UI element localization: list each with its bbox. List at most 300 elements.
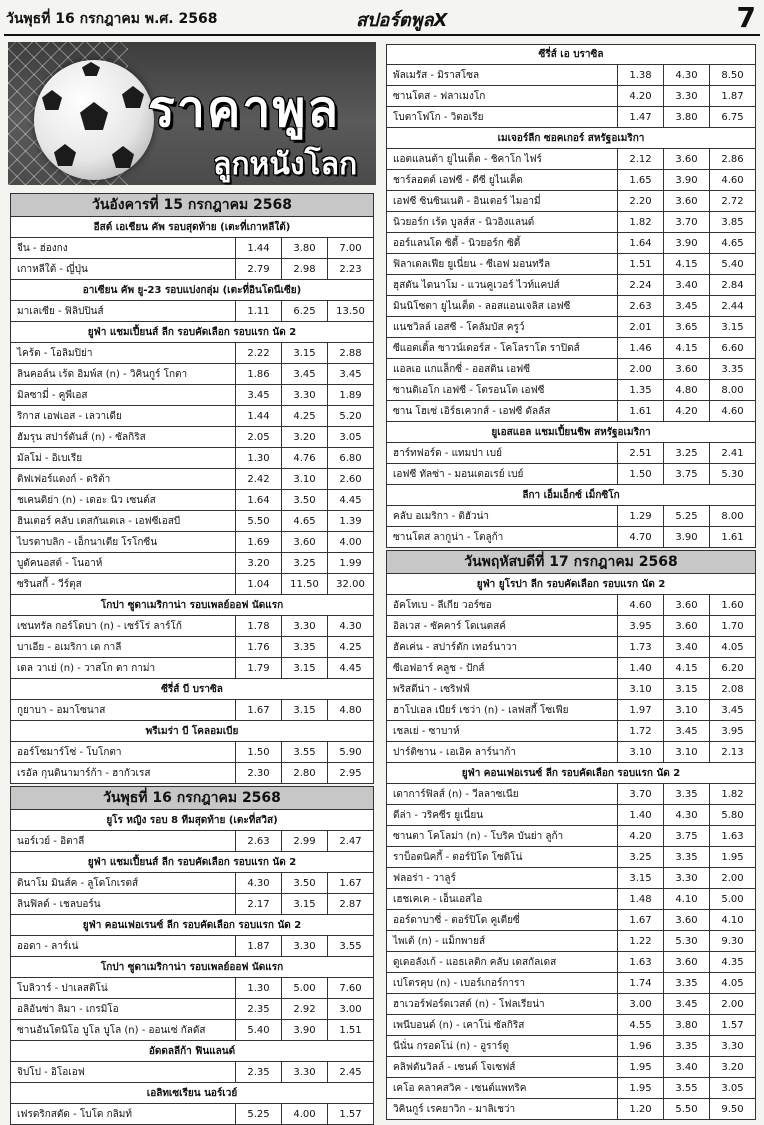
match-teams: ปาร์ติซาน - เอเอิค ลาร์นาก้า	[393, 746, 516, 758]
match-teams: ฮุสตัน ไดนาโม - แวนคูเวอร์ ไวท์แคปส์	[393, 279, 560, 291]
match-teams: แนชวิลล์ เอสซี - โคลัมบัส ครูว์	[393, 321, 525, 333]
match-row	[386, 86, 756, 107]
away-odds: 2.13	[709, 742, 755, 762]
away-odds: 2.86	[709, 149, 755, 169]
draw-odds: 3.60	[663, 595, 709, 615]
match-teams: ฮาโปเอล เบียร์ เชว่า (n) - เลฟสกี้ โซเฟีย	[393, 704, 569, 716]
draw-odds: 3.40	[663, 1057, 709, 1077]
match-teams: ฮัมรุน สปาร์ตันส์ (n) - ซัลกิริส	[17, 431, 146, 443]
draw-odds: 3.35	[663, 847, 709, 867]
league-header: ยูฟ่า แชมเปี้ยนส์ ลีก รอบคัดเลือก รอบแรก นัด 2	[10, 322, 374, 343]
match-teams: เคโอ คลาคสวิค - เซนต์แพทริค	[393, 1082, 527, 1094]
away-odds: 4.45	[327, 490, 373, 510]
match-row	[386, 616, 756, 637]
draw-odds: 3.55	[281, 742, 327, 762]
league-header: ซีรี่ส์ บี บราซิล	[10, 679, 374, 700]
away-odds: 2.00	[709, 994, 755, 1014]
away-odds: 4.05	[709, 637, 755, 657]
league-header: ยูฟ่า คอนเฟอเรนซ์ ลีก รอบคัดเลือก รอบแรก นัด 2	[386, 763, 756, 784]
home-odds: 1.96	[617, 1036, 663, 1056]
match-teams: ฮาร์ทฟอร์ด - แทมปา เบย์	[393, 447, 502, 459]
draw-odds: 3.15	[281, 658, 327, 678]
match-row	[10, 385, 374, 406]
draw-odds: 3.25	[281, 553, 327, 573]
home-odds: 2.22	[235, 343, 281, 363]
match-row	[386, 233, 756, 254]
home-odds: 1.61	[617, 401, 663, 421]
match-teams: ออร์โซมาร์โซ่ - โบโกตา	[17, 746, 122, 758]
away-odds: 2.87	[327, 894, 373, 914]
home-odds: 1.69	[235, 532, 281, 552]
draw-odds: 3.70	[663, 212, 709, 232]
away-odds: 5.00	[709, 889, 755, 909]
match-row	[386, 149, 756, 170]
draw-odds: 5.30	[663, 931, 709, 951]
draw-odds: 3.80	[281, 238, 327, 258]
away-odds: 5.30	[709, 464, 755, 484]
draw-odds: 3.30	[281, 385, 327, 405]
match-row	[386, 65, 756, 86]
match-teams: อิลเวส - ซัคคาร์ โดเนตสค์	[393, 620, 506, 632]
match-teams: ซรินสกี้ - วีร์ตุส	[17, 578, 82, 590]
away-odds: 8.50	[709, 65, 755, 85]
match-row	[10, 763, 374, 784]
match-row	[386, 296, 756, 317]
draw-odds: 3.25	[663, 443, 709, 463]
match-teams: ซานตา โคโลม่า (n) - โบริค บันย่า ลูก้า	[393, 830, 564, 842]
away-odds: 3.95	[709, 721, 755, 741]
home-odds: 1.40	[617, 658, 663, 678]
home-odds: 1.04	[235, 574, 281, 594]
away-odds: 1.87	[709, 86, 755, 106]
match-teams: ฟิลาเดลเฟีย ยูเนี่ยน - ซีเอฟ มอนทรีล	[393, 258, 551, 270]
draw-odds: 2.92	[281, 999, 327, 1019]
draw-odds: 5.00	[281, 978, 327, 998]
match-row	[10, 1062, 374, 1083]
away-odds: 1.67	[327, 873, 373, 893]
draw-odds: 4.20	[663, 401, 709, 421]
away-odds: 2.41	[709, 443, 755, 463]
match-teams: จีน - ฮ่องกง	[17, 242, 68, 254]
home-odds: 1.35	[617, 380, 663, 400]
match-row	[386, 338, 756, 359]
draw-odds: 3.35	[663, 784, 709, 804]
match-row	[386, 464, 756, 485]
home-odds: 1.30	[235, 978, 281, 998]
match-teams: เรอัล กุนดินามาร์ก้า - ฮากัวเรส	[17, 767, 151, 779]
match-row	[386, 107, 756, 128]
away-odds: 1.57	[327, 1104, 373, 1124]
away-odds: 3.45	[709, 700, 755, 720]
match-row	[386, 527, 756, 548]
match-row	[386, 847, 756, 868]
day-header: วันอังคารที่ 15 กรกฎาคม 2568	[10, 193, 374, 217]
match-row	[386, 1015, 756, 1036]
match-row	[386, 1036, 756, 1057]
match-row	[386, 506, 756, 527]
draw-odds: 3.45	[663, 721, 709, 741]
day-header: วันพุธที่ 16 กรกฎาคม 2568	[10, 786, 374, 810]
match-teams: ออดา - ลาร์เน่	[17, 940, 79, 952]
draw-odds: 3.10	[663, 742, 709, 762]
match-teams: ฟลอร่า - วาลูร์	[393, 872, 456, 884]
away-odds: 5.90	[327, 742, 373, 762]
match-row	[386, 679, 756, 700]
home-odds: 2.01	[617, 317, 663, 337]
away-odds: 3.30	[709, 1036, 755, 1056]
league-header: ยูฟ่า แชมเปี้ยนส์ ลีก รอบคัดเลือก รอบแรก นัด 2	[10, 852, 374, 873]
draw-odds: 3.50	[281, 490, 327, 510]
home-odds: 1.51	[617, 254, 663, 274]
away-odds: 9.30	[709, 931, 755, 951]
home-odds: 1.95	[617, 1057, 663, 1077]
home-odds: 2.12	[617, 149, 663, 169]
draw-odds: 3.60	[663, 910, 709, 930]
match-row	[10, 469, 374, 490]
match-teams: ซานอันโตนิโอ บูโล บูโล (n) - ออนเซ่ กัลดัส	[17, 1024, 206, 1036]
match-row	[386, 742, 756, 763]
match-teams: เฮชเคเค - เอ็นเอสไอ	[393, 893, 483, 905]
home-odds: 1.76	[235, 637, 281, 657]
league-header: ยูฟ่า คอนเฟอเรนซ์ ลีก รอบคัดเลือก รอบแรก นัด 2	[10, 915, 374, 936]
match-row	[10, 831, 374, 852]
match-row	[386, 658, 756, 679]
match-teams: ซานโตส ลากูน่า - โตลูก้า	[393, 531, 504, 543]
home-odds: 1.29	[617, 506, 663, 526]
league-header: เอลิทเซเรียน นอร์เวย์	[10, 1083, 374, 1104]
draw-odds: 3.30	[281, 936, 327, 956]
away-odds: 1.99	[327, 553, 373, 573]
draw-odds: 3.75	[663, 826, 709, 846]
match-teams: นอร์เวย์ - อิตาลี	[17, 835, 85, 847]
home-odds: 1.64	[235, 490, 281, 510]
draw-odds: 3.90	[663, 233, 709, 253]
home-odds: 1.11	[235, 301, 281, 321]
match-teams: เพนีบอนด์ (n) - เคาโน่ ซัลกิริส	[393, 1019, 525, 1031]
draw-odds: 3.30	[663, 868, 709, 888]
match-row	[386, 359, 756, 380]
match-teams: แอลเอ แกแล็กซี่ - ออสติน เอฟซี	[393, 363, 530, 375]
league-header: ลีกา เอ็มเอ็กซ์ เม็กซิโก	[386, 485, 756, 506]
draw-odds: 3.90	[281, 1020, 327, 1040]
away-odds: 32.00	[327, 574, 373, 594]
match-row	[386, 1057, 756, 1078]
away-odds: 2.44	[709, 296, 755, 316]
draw-odds: 3.65	[663, 317, 709, 337]
match-row	[10, 364, 374, 385]
away-odds: 1.89	[327, 385, 373, 405]
away-odds: 2.45	[327, 1062, 373, 1082]
draw-odds: 3.15	[281, 894, 327, 914]
match-teams: เซนทรัล กอร์โดบา (n) - เซร์โร่ ลาร์โก้	[17, 620, 182, 632]
home-odds: 3.20	[235, 553, 281, 573]
match-teams: ซาน โฮเซ่ เอิร์ธเควกส์ - เอฟซี ดัลลัส	[393, 405, 551, 417]
away-odds: 5.20	[327, 406, 373, 426]
away-odds: 4.80	[327, 700, 373, 720]
league-header: โกปา ซูดาเมริกาน่า รอบเพลย์ออฟ นัดแรก	[10, 595, 374, 616]
away-odds: 7.60	[327, 978, 373, 998]
home-odds: 5.50	[235, 511, 281, 531]
away-odds: 1.63	[709, 826, 755, 846]
match-teams: ชเคนดิย่า (n) - เดอะ นิว เซนต์ส	[17, 494, 156, 506]
home-odds: 2.63	[235, 831, 281, 851]
away-odds: 2.08	[709, 679, 755, 699]
draw-odds: 3.60	[663, 952, 709, 972]
draw-odds: 3.40	[663, 637, 709, 657]
draw-odds: 11.50	[281, 574, 327, 594]
match-row	[10, 343, 374, 364]
home-odds: 1.30	[235, 448, 281, 468]
banner-title: ราคาพูล	[148, 80, 341, 138]
away-odds: 1.70	[709, 616, 755, 636]
away-odds: 3.85	[709, 212, 755, 232]
league-header: ยูฟ่า ยูโรปา ลีก รอบคัดเลือก รอบแรก นัด 2	[386, 574, 756, 595]
home-odds: 4.20	[617, 86, 663, 106]
draw-odds: 3.35	[663, 1036, 709, 1056]
away-odds: 1.82	[709, 784, 755, 804]
match-teams: ซีแอตเติ้ล ซาวน์เดอร์ส - โคโลราโด ราปิดส์	[393, 342, 580, 354]
away-odds: 5.40	[709, 254, 755, 274]
home-odds: 1.67	[235, 700, 281, 720]
match-teams: เกาหลีใต้ - ญี่ปุ่น	[17, 263, 88, 275]
match-teams: เดาการ์ฟิลส์ (n) - วีลลาซเนีย	[393, 788, 519, 800]
match-teams: อัคโทเบ - ลีเกีย วอร์ซอ	[393, 599, 492, 611]
league-header: ยูเอสแอล แชมเปี้ยนชิพ สหรัฐอเมริกา	[386, 422, 756, 443]
match-teams: มัลโม่ - อิเบเรีย	[17, 452, 83, 464]
home-odds: 1.79	[235, 658, 281, 678]
match-row	[10, 490, 374, 511]
draw-odds: 4.30	[663, 805, 709, 825]
match-teams: ดีล่า - วริคซีร ยูเนี่ยน	[393, 809, 484, 821]
away-odds: 7.00	[327, 238, 373, 258]
match-teams: ราบ็อตนิคกี้ - ตอร์ปิโด โซดิโน่	[393, 851, 523, 863]
draw-odds: 2.98	[281, 259, 327, 279]
match-teams: คลับ อเมริกา - ติฮัวน่า	[393, 510, 490, 522]
draw-odds: 3.80	[663, 1015, 709, 1035]
draw-odds: 3.35	[281, 637, 327, 657]
home-odds: 2.24	[617, 275, 663, 295]
league-header: ซีรี่ส์ เอ บราซิล	[386, 44, 756, 65]
home-odds: 1.64	[617, 233, 663, 253]
away-odds: 4.10	[709, 910, 755, 930]
home-odds: 1.50	[235, 742, 281, 762]
page-number: 7	[736, 1, 756, 34]
home-odds: 3.15	[617, 868, 663, 888]
league-header: อัดดลลีก้า ฟินแลนด์	[10, 1041, 374, 1062]
match-row	[386, 380, 756, 401]
home-odds: 1.44	[235, 238, 281, 258]
away-odds: 4.45	[327, 658, 373, 678]
draw-odds: 4.25	[281, 406, 327, 426]
home-odds: 2.00	[617, 359, 663, 379]
home-odds: 2.63	[617, 296, 663, 316]
away-odds: 8.00	[709, 506, 755, 526]
away-odds: 4.05	[709, 973, 755, 993]
match-teams: ออร์แลนโด ซิตี้ - นิวยอร์ก ซิตี้	[393, 237, 521, 249]
match-teams: พัลเมรัส - มิราสโซล	[393, 69, 480, 81]
league-header: พรีเมร่า บี โคลอมเบีย	[10, 721, 374, 742]
match-teams: ซานโตส - ฟลาเมงโก	[393, 90, 486, 102]
match-teams: ไบรตาบลิก - เอ็กนาเตีย โรโกซีน	[17, 536, 158, 548]
home-odds: 3.00	[617, 994, 663, 1014]
match-teams: อลิอันซ่า ลิมา - เกรมิโอ	[17, 1003, 119, 1015]
league-header: อาเซียน คัพ ยู-23 รอบแบ่งกลุ่ม (เตะที่อินโดนีเซีย)	[10, 280, 374, 301]
match-teams: ฮินเตอร์ คลับ เตสกันเดเล - เอฟซีเอสบี	[17, 515, 181, 527]
draw-odds: 4.15	[663, 254, 709, 274]
match-row	[10, 301, 374, 322]
home-odds: 4.30	[235, 873, 281, 893]
away-odds: 6.75	[709, 107, 755, 127]
draw-odds: 3.75	[663, 464, 709, 484]
away-odds: 4.30	[327, 616, 373, 636]
draw-odds: 3.30	[281, 1062, 327, 1082]
home-odds: 1.67	[617, 910, 663, 930]
match-row	[10, 637, 374, 658]
masthead	[0, 0, 764, 36]
away-odds: 3.05	[709, 1078, 755, 1098]
home-odds: 1.50	[617, 464, 663, 484]
match-teams: นิวยอร์ก เร้ด บูลส์ส - นิวอิงแลนด์	[393, 216, 535, 228]
publication-logo: สปอร์ตพูลX	[356, 10, 448, 31]
match-teams: นีนั่น กรอดโน่ (n) - อูราร์ตู	[393, 1040, 509, 1052]
match-teams: ดูเดอลังเก้ - แอธเลติก คลับ เดสกัลเดส	[393, 956, 557, 968]
draw-odds: 2.80	[281, 763, 327, 783]
home-odds: 1.73	[617, 637, 663, 657]
draw-odds: 3.90	[663, 170, 709, 190]
match-row	[10, 999, 374, 1020]
home-odds: 1.48	[617, 889, 663, 909]
away-odds: 4.60	[709, 401, 755, 421]
day-header: วันพฤหัสบดีที่ 17 กรกฎาคม 2568	[386, 550, 756, 574]
match-teams: มินนิโซตา ยูไนเต็ด - ลอสแอนเจลิส เอฟซี	[393, 300, 571, 312]
soccer-ball-icon	[34, 60, 154, 180]
away-odds: 3.45	[327, 364, 373, 384]
away-odds: 2.60	[327, 469, 373, 489]
home-odds: 1.72	[617, 721, 663, 741]
match-teams: ฮัคเค่น - สปาร์ตัก เทอร์นาวา	[393, 641, 517, 653]
match-row	[10, 700, 374, 721]
draw-odds: 3.60	[663, 191, 709, 211]
match-row	[386, 889, 756, 910]
match-teams: มาเลเซีย - ฟิลิปปินส์	[17, 305, 104, 317]
match-teams: เชลเย่ - ซาบาห์	[393, 725, 460, 737]
home-odds: 1.22	[617, 931, 663, 951]
draw-odds: 3.10	[663, 700, 709, 720]
match-row	[386, 721, 756, 742]
match-teams: ลินคอล์น เร้ด อิมพ์ส (n) - วิคินกูร์ โกตา	[17, 368, 188, 380]
match-row	[10, 978, 374, 999]
home-odds: 1.82	[617, 212, 663, 232]
home-odds: 3.25	[617, 847, 663, 867]
home-odds: 1.63	[617, 952, 663, 972]
match-row	[10, 448, 374, 469]
match-teams: ลินฟิลด์ - เชลบอร์น	[17, 898, 101, 910]
draw-odds: 4.15	[663, 658, 709, 678]
away-odds: 2.72	[709, 191, 755, 211]
away-odds: 13.50	[327, 301, 373, 321]
draw-odds: 3.80	[663, 107, 709, 127]
match-teams: เอฟซี ซินซินเนติ - อินเตอร์ ไมอามี่	[393, 195, 541, 207]
match-teams: พริสตีน่า - เซริฟฟ์	[393, 683, 470, 695]
match-row	[386, 826, 756, 847]
match-row	[10, 658, 374, 679]
home-odds: 1.46	[617, 338, 663, 358]
league-header: อีสต์ เอเชียน คัพ รอบสุดท้าย (เตะที่เกาหลีใต้)	[10, 217, 374, 238]
draw-odds: 3.90	[663, 527, 709, 547]
match-teams: แอตแลนต้า ยูไนเต็ด - ชิคาโก ไฟร์	[393, 153, 542, 165]
away-odds: 3.00	[327, 999, 373, 1019]
match-row	[386, 275, 756, 296]
draw-odds: 3.50	[281, 873, 327, 893]
away-odds: 1.95	[709, 847, 755, 867]
league-header: ยูโร หญิง รอบ 8 ทีมสุดท้าย (เตะที่สวิส)	[10, 810, 374, 831]
draw-odds: 4.30	[663, 65, 709, 85]
match-teams: จิปโป - อิโอเอฟ	[17, 1066, 85, 1078]
match-row	[10, 1020, 374, 1041]
match-teams: ซานดิเอโก เอฟซี - โตรอนโต เอฟซี	[393, 384, 545, 396]
match-row	[10, 553, 374, 574]
match-teams: บูดัคนอสต์ - โนอาห์	[17, 557, 103, 569]
draw-odds: 2.99	[281, 831, 327, 851]
match-row	[386, 952, 756, 973]
home-odds: 2.20	[617, 191, 663, 211]
odds-column-right	[386, 44, 756, 1120]
away-odds: 3.20	[709, 1057, 755, 1077]
draw-odds: 3.45	[281, 364, 327, 384]
draw-odds: 3.60	[663, 359, 709, 379]
home-odds: 3.95	[617, 616, 663, 636]
match-row	[386, 401, 756, 422]
match-row	[10, 894, 374, 915]
away-odds: 3.15	[709, 317, 755, 337]
match-row	[10, 873, 374, 894]
match-row	[386, 784, 756, 805]
match-teams: โบตาโฟโก - วิตอเรีย	[393, 111, 484, 123]
match-row	[386, 191, 756, 212]
draw-odds: 4.76	[281, 448, 327, 468]
home-odds: 2.35	[235, 1062, 281, 1082]
away-odds: 4.65	[709, 233, 755, 253]
match-teams: ไคร้ต - โอลิมปิย่า	[17, 347, 93, 359]
draw-odds: 3.45	[663, 296, 709, 316]
draw-odds: 3.20	[281, 427, 327, 447]
draw-odds: 3.15	[663, 679, 709, 699]
match-row	[386, 212, 756, 233]
match-row	[10, 742, 374, 763]
home-odds: 2.05	[235, 427, 281, 447]
match-row	[10, 1104, 374, 1125]
home-odds: 3.10	[617, 742, 663, 762]
home-odds: 1.78	[235, 616, 281, 636]
match-row	[386, 317, 756, 338]
draw-odds: 3.15	[281, 343, 327, 363]
home-odds: 2.30	[235, 763, 281, 783]
away-odds: 1.39	[327, 511, 373, 531]
away-odds: 1.60	[709, 595, 755, 615]
draw-odds: 4.00	[281, 1104, 327, 1124]
home-odds: 2.35	[235, 999, 281, 1019]
home-odds: 1.65	[617, 170, 663, 190]
home-odds: 1.97	[617, 700, 663, 720]
match-row	[386, 170, 756, 191]
away-odds: 4.60	[709, 170, 755, 190]
away-odds: 9.50	[709, 1099, 755, 1119]
away-odds: 1.61	[709, 527, 755, 547]
match-teams: ไพเต้ (n) - แม็กพายส์	[393, 935, 486, 947]
home-odds: 1.20	[617, 1099, 663, 1119]
draw-odds: 6.25	[281, 301, 327, 321]
match-row	[10, 574, 374, 595]
